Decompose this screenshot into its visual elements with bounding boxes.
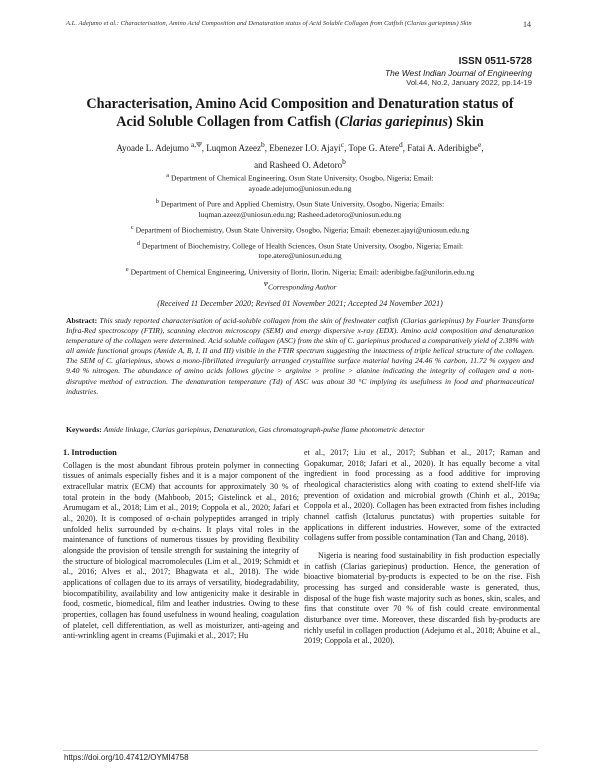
- author: [348, 140, 408, 153]
- title-line-1: Characterisation, Amino Acid Composition and Denaturation status of: [86, 96, 514, 112]
- body-paragraph: Collagen is the most abundant fibrous protein polymer in connecting tissues of animals especially fishes and it is a major component of the extracellular matrix (ECM) that accounts for approximately 30 % of total protein in the body (Mahboob, 2015; Gistelinck et al., 2016; Arumugam et al., 2018; Lim et al., 2019; Coppola et al., 2020; Jafari et al., 2020). It is composed of α-chain polypeptides arranged in triply unfolded helix surrounded by α-chains. It plays vital roles in the maintenance of functions of numerous tissues by providing flexibility alongside the provision of tensile strength for sustaining the integrity of the structure of biological macromolecules (Lim et al., 2019; Schmidt et al., 2016; Alves et al., 2017; Bhagwata et al., 2018). The wide applications of collagen due to its arrays of versatility, biodegradability, biocompatibility, availability and low antigenicity make it desirable in food, cosmetic, biomedical, film and leather industries. Owing to these properties, collagen has found usefulness in wound healing, coagulation of platelet, cell differentiation, as well as moisturizer, anti-ageing and anti-wrinkling agent in creams (Fujimaki et al., 2017; Hu: [63, 460, 299, 641]
- affiliation-sup: c: [130, 223, 134, 231]
- keywords-text: Amide linkage, Clarias gariepinus, Denaturation, Gas chromatograph-pulse flame photometric detector: [101, 425, 425, 434]
- affiliation-text: Department of Chemical Engineering, University of Ilorin, Ilorin, Nigeria; Email: aderibigbe.fa@unilorin.edu.ng: [130, 267, 475, 277]
- author-sep: ,: [344, 143, 349, 153]
- author-sep: ,: [264, 143, 270, 153]
- author: [269, 140, 349, 153]
- author-sep: ,: [481, 143, 484, 153]
- affiliation-text: Department of Biochemistry, Osun State University, Osogbo, Nigeria; Email: ebenezer.ajayi@uniosun.edu.ng: [135, 225, 470, 235]
- author: [254, 157, 346, 170]
- affiliation-sup: e: [125, 265, 129, 273]
- body-paragraph: et al., 2017; Liu et al., 2017; Subhan et al., 2017; Raman and Gopakumar, 2018; Jafari et al., 2020). It has equally become a vital ingredient in food processing as a food additive for improving rheological characteristics along with coating to extend shelf-life via prevention of oxidation and microbial growth (Chinh et al., 2019a; Coppola et al., 2020). Collagen has been extracted from fishes including channel catfish (Ictalurus punctatus) with properties suitable for applications in different industries. However, some of the extracted collagens suffer from possible contamination (Tan and Chang, 2018).: [304, 448, 540, 543]
- issn: ISSN 0511-5728: [458, 56, 532, 67]
- keywords: [66, 425, 534, 435]
- page-number: 14: [523, 20, 531, 29]
- author-name: Ebenezer I.O. Ajayi: [269, 143, 341, 153]
- author-name: Fatai A. Aderibigbe: [407, 143, 479, 153]
- affiliation-email: tope.atere@uniosun.edu.ng: [258, 251, 342, 261]
- affiliation-email: luqman.azeez@uniosun.edu.ng; Rasheed.adetoro@uniosun.edu.ng: [198, 209, 402, 219]
- author-sep: ,: [402, 143, 408, 153]
- body-column-left: [63, 448, 299, 642]
- keywords-label: Keywords:: [66, 425, 102, 434]
- author-sup: d: [399, 140, 403, 149]
- affiliation: [46, 239, 554, 262]
- author-name: Luqmon Azeez: [206, 143, 262, 153]
- footer-divider: [63, 750, 538, 751]
- author-sup: b: [342, 157, 346, 166]
- doi-link[interactable]: https://doi.org/10.47412/OYMI4758: [64, 753, 189, 762]
- affiliation: [46, 171, 554, 194]
- affiliation-text: Department of Chemical Engineering, Osun State University, Osogbo, Nigeria; Email:: [171, 173, 434, 183]
- author: [407, 140, 484, 153]
- author-name: Ayoade L. Adejumo: [116, 143, 189, 153]
- author: [206, 140, 270, 153]
- corresponding-text: Corresponding Author: [267, 282, 337, 292]
- affiliation: [46, 223, 554, 236]
- corresponding-sup: Ψ: [263, 281, 268, 289]
- affiliation-sup: d: [136, 239, 140, 247]
- corresponding-author: [46, 280, 554, 293]
- affiliation: [46, 197, 554, 220]
- title-line-2-post: ) Skin: [447, 114, 484, 130]
- title-line-2: [60, 113, 540, 131]
- affiliation-text: Department of Pure and Applied Chemistry, Osun State University, Osogbo, Nigeria; Emails:: [160, 199, 445, 209]
- author-sep: ,: [201, 143, 207, 153]
- abstract-text: This study reported characterisation of acid-soluble collagen from the skin of freshwater catfish (Clarias gariepinus) by Fourier Transform Infra-Red spectroscopy (FTIR), scanning electron microscopy (SEM) and energy dispersive x-ray (EDX). Amino acid composition and denaturation temperature of the collagen were determined. Acid soluble collagen (ASC) from the skin of C. gariepinus produced a comparatively yield of 2.38% with all amide functional groups (Amide A, B, I, II and III) visible in the FTIR spectrum suggesting the intactness of triple helical structure of the collagen. The SEM of C. glariepinus, shows a mono-fibrillated irregularly arranged crystalline surface material having 24.46 % carbon, 11.72 % oxygen and 9.40 % nitrogen. The abundance of amino acids follows glycine > arginine > proline > alanine indicating the integrity of collagen and a non-disruptive method of extraction. The denaturation temperature (Td) of ASC was about 30 °C implying its usefulness in food and pharmaceutical industries.: [66, 316, 534, 396]
- title-line-2-pre: Acid Soluble Collagen from Catfish (: [116, 114, 340, 130]
- author-name: Tope G. Atere: [348, 143, 400, 153]
- section-heading: 1. Introduction: [63, 448, 117, 457]
- abstract: [66, 316, 534, 397]
- journal-block: [232, 56, 532, 87]
- author-sup: e: [478, 140, 482, 149]
- affiliation-sup: b: [155, 197, 159, 205]
- author-sup: a,Ψ: [191, 140, 202, 149]
- body-column-right: [304, 448, 540, 654]
- author: [116, 140, 207, 153]
- author-list: [60, 138, 540, 172]
- affiliation-sup: a: [166, 172, 170, 179]
- affiliation-text: Department of Biochemistry, College of Health Sciences, Osun State University, Osogbo, Nigeria; Email:: [141, 241, 464, 251]
- author-name: and Rasheed O. Adetoro: [254, 160, 343, 170]
- received-dates: (Received 11 December 2020; Revised 01 November 2021; Accepted 24 November 2021): [157, 299, 443, 308]
- author-sup: c: [340, 140, 345, 149]
- author-sup: b: [261, 140, 265, 149]
- body-paragraph: Nigeria is nearing food sustainability in fish production especially in catfish (Clarias gariepinus) production. Hence, the generation of bioactive biomaterial by-products is expected to be on the rise. Fish processing has surged and considerable waste is generated, thus, disposal of the huge fish waste majority such as bones, skin, scales, and fins that constitute over 70 % of fish could create environmental disturbance over time. Moreover, these discarded fish by-products are richly useful in collagen production (Adejumo et al., 2018; Abuine et al., 2019; Coppola et al., 2020).: [304, 550, 540, 646]
- abstract-label: Abstract:: [66, 316, 98, 325]
- affiliations: [46, 171, 554, 293]
- affiliation: [46, 265, 554, 278]
- journal-name: The West Indian Journal of Engineering: [385, 68, 532, 78]
- affiliation-email: ayoade.adejumo@uniosun.edu.ng: [248, 183, 352, 193]
- paper-title: [60, 95, 540, 131]
- journal-volume: Vol.44, No.2, January 2022, pp.14-19: [406, 78, 532, 87]
- running-head: A.L. Adejumo et al.: Characterisation, Amino Acid Composition and Denaturation status of Acid Soluble Collagen from Catfish (Clarias gariepinus) Skin: [66, 20, 472, 27]
- title-species: Clarias gariepinus: [339, 114, 448, 130]
